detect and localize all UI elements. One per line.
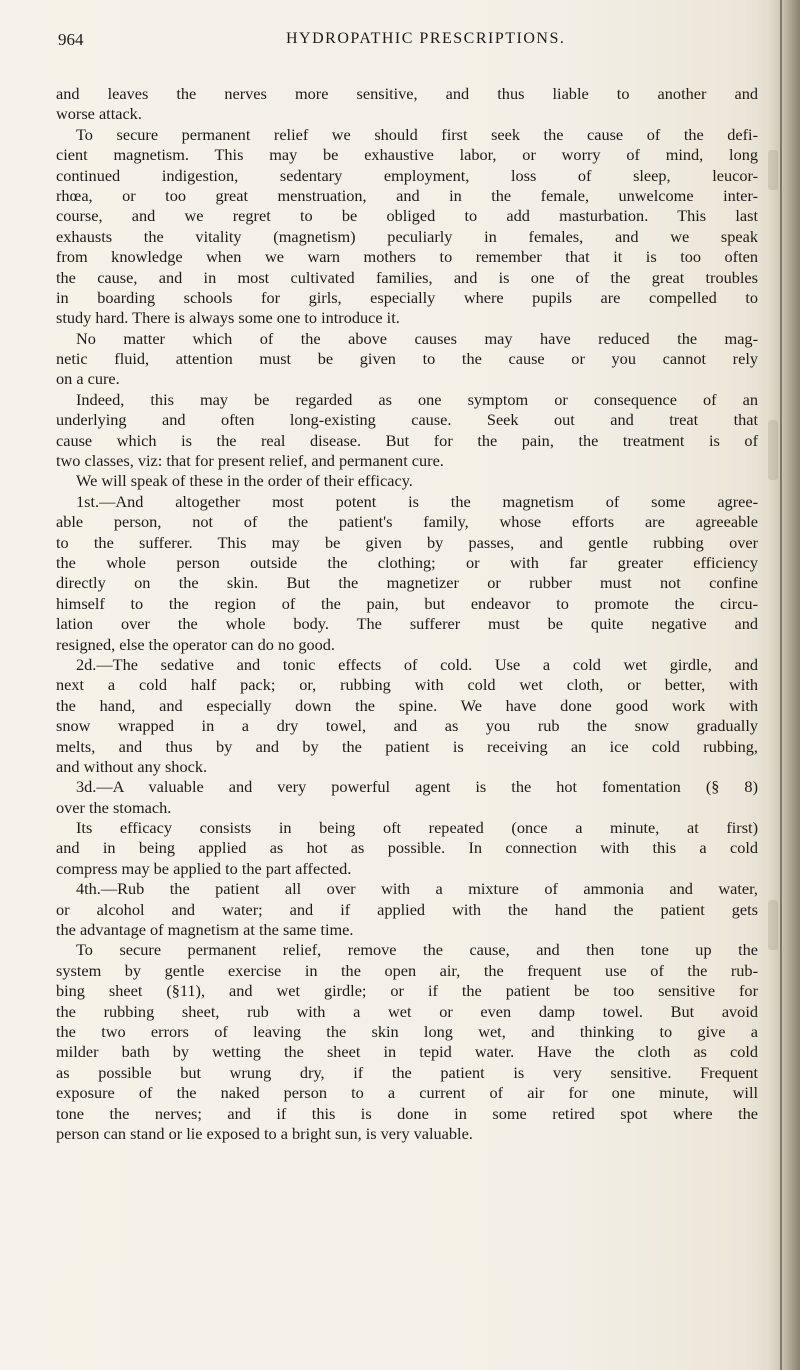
text-line: as possible but wrung dry, if the patient is very sensitive. Frequent: [56, 1062, 758, 1082]
text-line: 3d.—A valuable and very powerful agent is the hot fomentation (§ 8): [76, 777, 758, 797]
text-line: from knowledge when we warn mothers to remember that it is too often: [56, 247, 758, 267]
text-line: bing sheet (§11), and wet girdle; or if the patient be too sensitive for: [56, 981, 758, 1001]
text-line: himself to the region of the pain, but endeavor to promote the circu-: [56, 593, 758, 613]
text-line: exhausts the vitality (magnetism) peculiarly in females, and we speak: [56, 226, 758, 246]
text-line: study hard. There is always some one to introduce it.: [56, 308, 400, 328]
text-line: course, and we regret to be obliged to add masturbation. This last: [56, 206, 758, 226]
page-number: 964: [58, 30, 84, 49]
text-line: on a cure.: [56, 369, 120, 389]
text-line: and leaves the nerves more sensitive, and thus liable to another and: [56, 84, 758, 103]
text-line: netic fluid, attention must be given to the cause or you cannot rely: [56, 349, 758, 369]
text-line: over the stomach.: [56, 797, 172, 817]
text-line: person can stand or lie exposed to a bright sun, is very valuable.: [56, 1123, 473, 1143]
text-line: milder bath by wetting the sheet in tepid water. Have the cloth as cold: [56, 1042, 758, 1062]
text-line: and without any shock.: [56, 756, 208, 776]
text-line: No matter which of the above causes may have reduced the mag-: [76, 328, 758, 348]
text-line: directly on the skin. But the magnetizer or rubber must not confine: [56, 573, 758, 593]
running-head: HYDROPATHIC PRESCRIPTIONS.: [286, 30, 566, 47]
text-line: or alcohol and water; and if applied with the hand the patient gets: [56, 899, 758, 919]
text-line: the rubbing sheet, rub with a wet or even damp towel. But avoid: [56, 1001, 758, 1021]
text-line: underlying and often long-existing cause. Seek out and treat that: [56, 410, 758, 430]
page-stain: [768, 900, 778, 950]
text-line: the hand, and especially down the spine. We have done good work with: [56, 695, 758, 715]
text-line: rhœa, or too great menstruation, and in the female, unwelcome inter-: [56, 185, 758, 205]
text-line: able person, not of the patient's family, whose efforts are agreeable: [56, 512, 758, 532]
text-line: snow wrapped in a dry towel, and as you rub the snow gradually: [56, 716, 758, 736]
text-line: melts, and thus by and by the patient is receiving an ice cold rubbing,: [56, 736, 758, 756]
text-line: 2d.—The sedative and tonic effects of cold. Use a cold wet girdle, and: [76, 654, 758, 674]
text-line: resigned, else the operator can do no good.: [56, 634, 335, 654]
text-line: To secure permanent relief, remove the cause, and then tone up the: [76, 940, 758, 960]
text-line: cause which is the real disease. But for the pain, the treatment is of: [56, 430, 758, 450]
text-line: the cause, and in most cultivated families, and is one of the great troubles: [56, 267, 758, 287]
text-line: exposure of the naked person to a current of air for one minute, will: [56, 1083, 758, 1103]
text-line: 4th.—Rub the patient all over with a mixture of ammonia and water,: [76, 879, 758, 899]
text-line: worse attack.: [56, 104, 142, 124]
text-line: next a cold half pack; or, rubbing with cold wet cloth, or better, with: [56, 675, 758, 695]
text-line: the two errors of leaving the skin long wet, and thinking to give a: [56, 1021, 758, 1041]
text-line: To secure permanent relief we should first seek the cause of the defi-: [76, 124, 758, 144]
text-line: continued indigestion, sedentary employment, loss of sleep, leucor-: [56, 165, 758, 185]
text-line: the whole person outside the clothing; or with far greater efficiency: [56, 552, 758, 572]
text-line: two classes, viz: that for present relief, and permanent cure.: [56, 451, 444, 471]
text-line: system by gentle exercise in the open air, the frequent use of the rub-: [56, 960, 758, 980]
page-gutter: [766, 0, 800, 1370]
text-line: 1st.—And altogether most potent is the magnetism of some agree-: [76, 491, 758, 511]
text-line: to the sufferer. This may be given by passes, and gentle rubbing over: [56, 532, 758, 552]
text-line: Indeed, this may be regarded as one symptom or consequence of an: [76, 389, 758, 409]
text-line: and in being applied as hot as possible. In connection with this a cold: [56, 838, 758, 858]
page-stain: [768, 420, 778, 480]
page-stain: [768, 150, 778, 190]
text-line: Its efficacy consists in being oft repeated (once a minute, at first): [76, 818, 758, 838]
text-line: compress may be applied to the part affected.: [56, 858, 352, 878]
binding-edge: [780, 0, 782, 1370]
text-line: in boarding schools for girls, especially where pupils are compelled to: [56, 287, 758, 307]
text-line: the advantage of magnetism at the same time.: [56, 920, 354, 940]
text-line: cient magnetism. This may be exhaustive labor, or worry of mind, long: [56, 145, 758, 165]
text-line: tone the nerves; and if this is done in some retired spot where the: [56, 1103, 758, 1123]
text-line: We will speak of these in the order of their efficacy.: [76, 471, 413, 491]
body-text: [56, 84, 758, 1144]
text-line: lation over the whole body. The sufferer must be quite negative and: [56, 614, 758, 634]
page-header: [58, 30, 758, 54]
